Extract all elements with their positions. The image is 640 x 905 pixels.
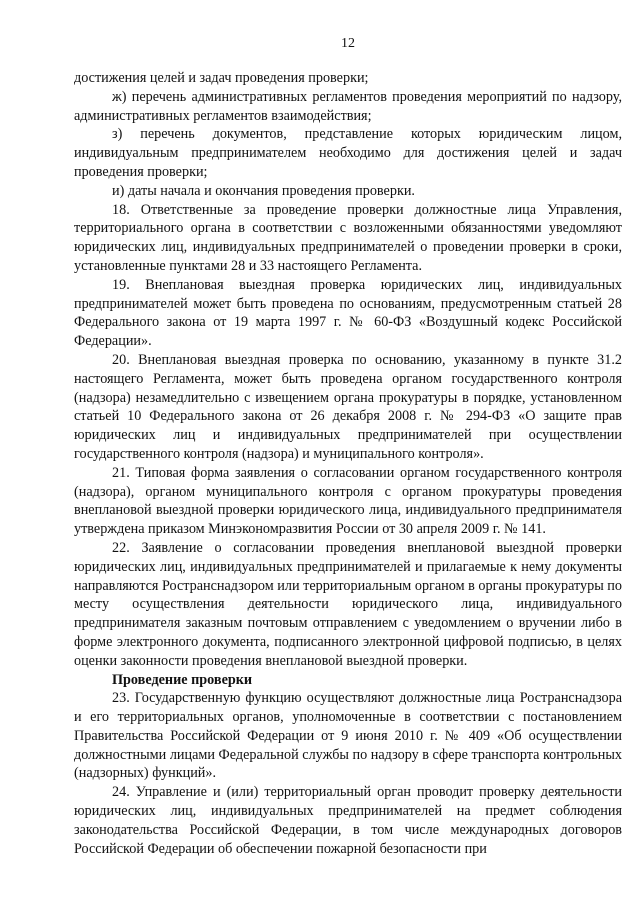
paragraph-item-z: з) перечень документов, представление которых юридическим лицом, индивидуальным предпринимателем необходимо для достижения целей и задач проведения проверки; xyxy=(74,126,622,180)
section-heading: Проведение проверки xyxy=(112,671,253,688)
paragraph-24: 24. Управление и (или) территориальный орган проводит проверку деятельности юридических лиц, индивидуальных предпринимателей на предмет соблюдения законодательства Российской Федерации, в том числе международных договоров Российской Федерации об обеспечении пожарной безопасности при xyxy=(74,784,622,857)
document-body xyxy=(74,69,622,858)
document-page xyxy=(74,0,622,905)
paragraph-22: 22. Заявление о согласовании проведения внеплановой выездной проверки юридических лиц, индивидуальных предпринимателей и прилагаемые к нему документы направляются Ространснадзором или территориальным органом в органы прокуратуры по месту осуществления деятельности юридического лица, индивидуального предпринимателя заказным почтовым отправлением с уведомлением о вручении либо в форме электронного документа, подписанного электронной цифровой подписью, в целях оценки законности проведения внеплановой выездной проверки. xyxy=(74,539,622,669)
paragraph-19: 19. Внеплановая выездная проверка юридических лиц, индивидуальных предпринимателей может быть проведена по основаниям, предусмотренным статьей 28 Федерального закона от 19 марта 1997 г. № 60-ФЗ «Воздушный кодекс Российской Федерации». xyxy=(74,276,622,350)
paragraph-item-zh: ж) перечень административных регламентов проведения мероприятий по надзору, административных регламентов взаимодействия; xyxy=(74,88,622,124)
paragraph-21: 21. Типовая форма заявления о согласовании органом государственного контроля (надзора), органом муниципального контроля с органом прокуратуры проведения внеплановой выездной проверки юридического лица, индивидуального предпринимателя утверждена приказом Минэкономразвития России от 30 апреля 2009 г. № 141. xyxy=(74,464,622,538)
paragraph-23: 23. Государственную функцию осуществляют должностные лица Ространснадзора и его территориальных органов, уполномоченные в соответствии с постановлением Правительства Российской Федерации от 9 июня 2010 г. № 409 «Об осуществлении должностными лицами Федеральной службы по надзору в сфере транспорта контрольных (надзорных) функций». xyxy=(74,690,622,782)
paragraph-item-i: и) даты начала и окончания проведения проверки. xyxy=(112,182,415,199)
page-number: 12 xyxy=(341,36,355,51)
paragraph-20: 20. Внеплановая выездная проверка по основанию, указанному в пункте 31.2 настоящего Регламента, может быть проведена органом государственного контроля (надзора) незамедлительно с извещением органа прокуратуры в порядке, установленном статьей 10 Федерального закона от 26 декабря 2008 г. № 294-ФЗ «О защите прав юридических лиц и индивидуальных предпринимателей при осуществлении государственного контроля (надзора) и муниципального контроля». xyxy=(74,351,622,462)
paragraph-continuation: достижения целей и задач проведения проверки; xyxy=(74,70,369,86)
paragraph-18: 18. Ответственные за проведение проверки должностные лица Управления, территориального органа в соответствии с возложенными обязанностями уведомляют юридических лиц, индивидуальных предпринимателей о проведении проверки в сроки, установленные пунктами 28 и 33 настоящего Регламента. xyxy=(74,201,622,274)
